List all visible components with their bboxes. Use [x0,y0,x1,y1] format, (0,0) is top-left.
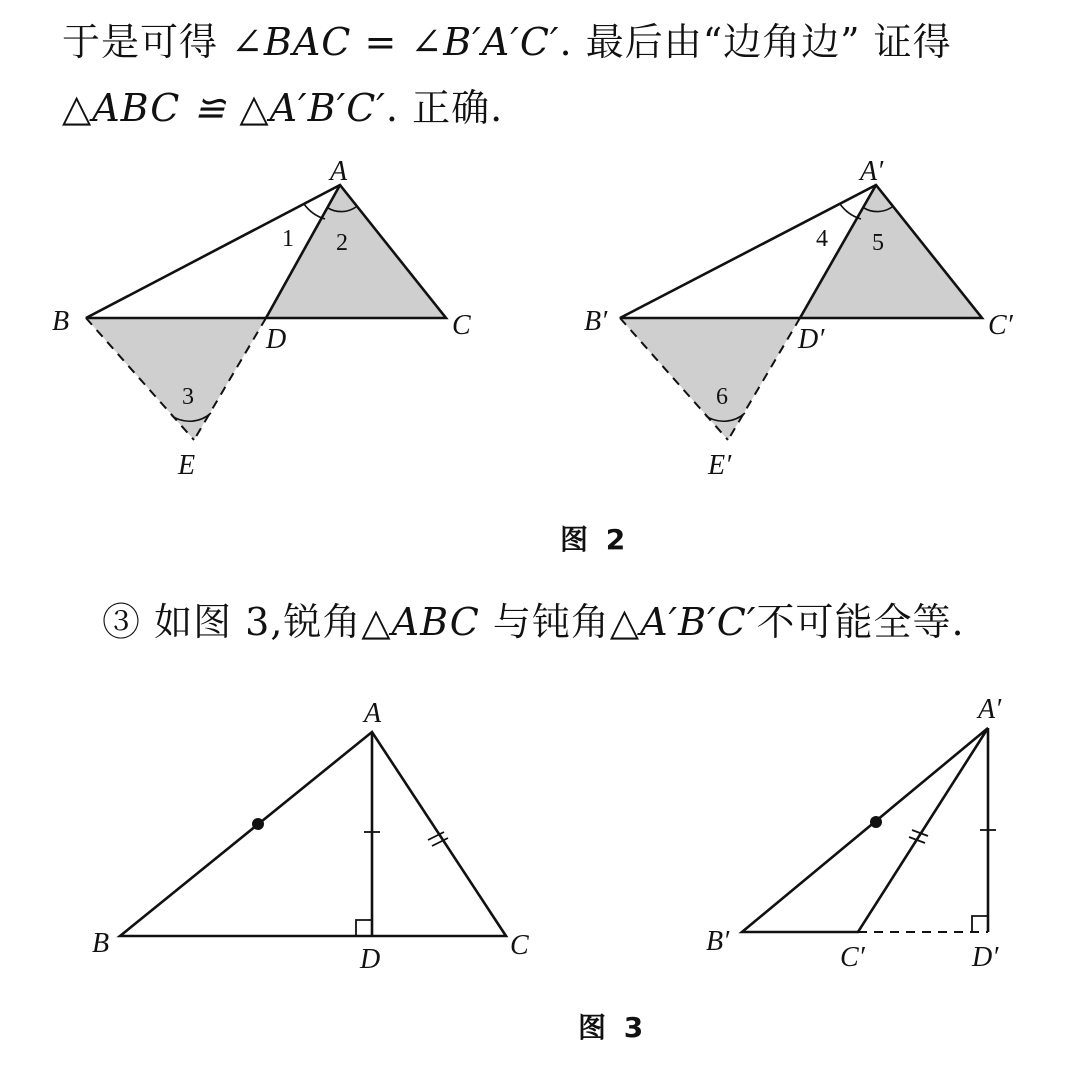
figure3-left [92,698,529,975]
text-segment: 不可能全等. [756,600,965,644]
figure2-caption: 图 2 [560,523,630,556]
angle-label-5: 5 [872,230,884,256]
right-angle-mark [356,920,372,936]
math-congruence: △ABC ≌ △A′B′C′ [62,86,386,130]
label-b-fig3: B [92,928,110,959]
angle-label-2: 2 [336,230,348,256]
equal-mark-dot-prime [870,816,882,828]
triangle-abc-acute [120,732,506,936]
math-triangle-abc: △ABC [361,600,480,644]
math-angle-equality: ∠BAC = ∠B′A′C′ [231,20,560,64]
text-segment: 于是可得 [62,20,232,64]
label-e-prime: E′ [708,450,732,481]
label-a-prime-fig3: A′ [978,694,1002,725]
label-d-prime: D′ [798,324,825,355]
label-e: E [178,450,196,481]
right-angle-mark-prime [972,916,988,932]
label-a-fig3: A [364,698,382,729]
label-c-fig3: C [510,930,529,961]
triangle-abc-obtuse [742,728,988,932]
shaded-triangle-b-d-e-prime [620,318,800,440]
angle-label-3: 3 [182,384,194,410]
angle-label-1: 1 [282,226,294,252]
label-b: B [52,306,70,337]
shaded-triangle-bde [86,318,266,440]
equal-mark-dot [252,818,264,830]
math-triangle-abc-prime: △A′B′C′ [609,600,757,644]
angle-label-4: 4 [816,226,828,252]
text-segment: . 正确. [385,86,504,130]
angle-label-6: 6 [716,384,728,410]
label-b-prime-fig3: B′ [706,926,730,957]
label-c-prime-fig3: C′ [840,942,865,973]
text-line-3 [102,600,965,644]
figure3-caption: 图 3 [578,1011,648,1044]
label-d-prime-fig3: D′ [972,942,999,973]
label-c: C [452,310,471,341]
figure2-left [52,156,471,481]
label-c-prime: C′ [988,310,1013,341]
label-d: D [266,324,287,355]
figure2-right [584,156,1014,481]
label-a: A [330,156,348,187]
label-d-fig3: D [360,944,381,975]
label-b-prime: B′ [584,306,608,337]
label-a-prime: A′ [860,156,884,187]
text-segment: ③ 如图 3,锐角 [102,600,362,644]
text-segment: . 最后由“边角边” 证得 [559,20,952,64]
text-segment: 与钝角 [479,600,610,644]
figure3-right [706,694,1002,973]
